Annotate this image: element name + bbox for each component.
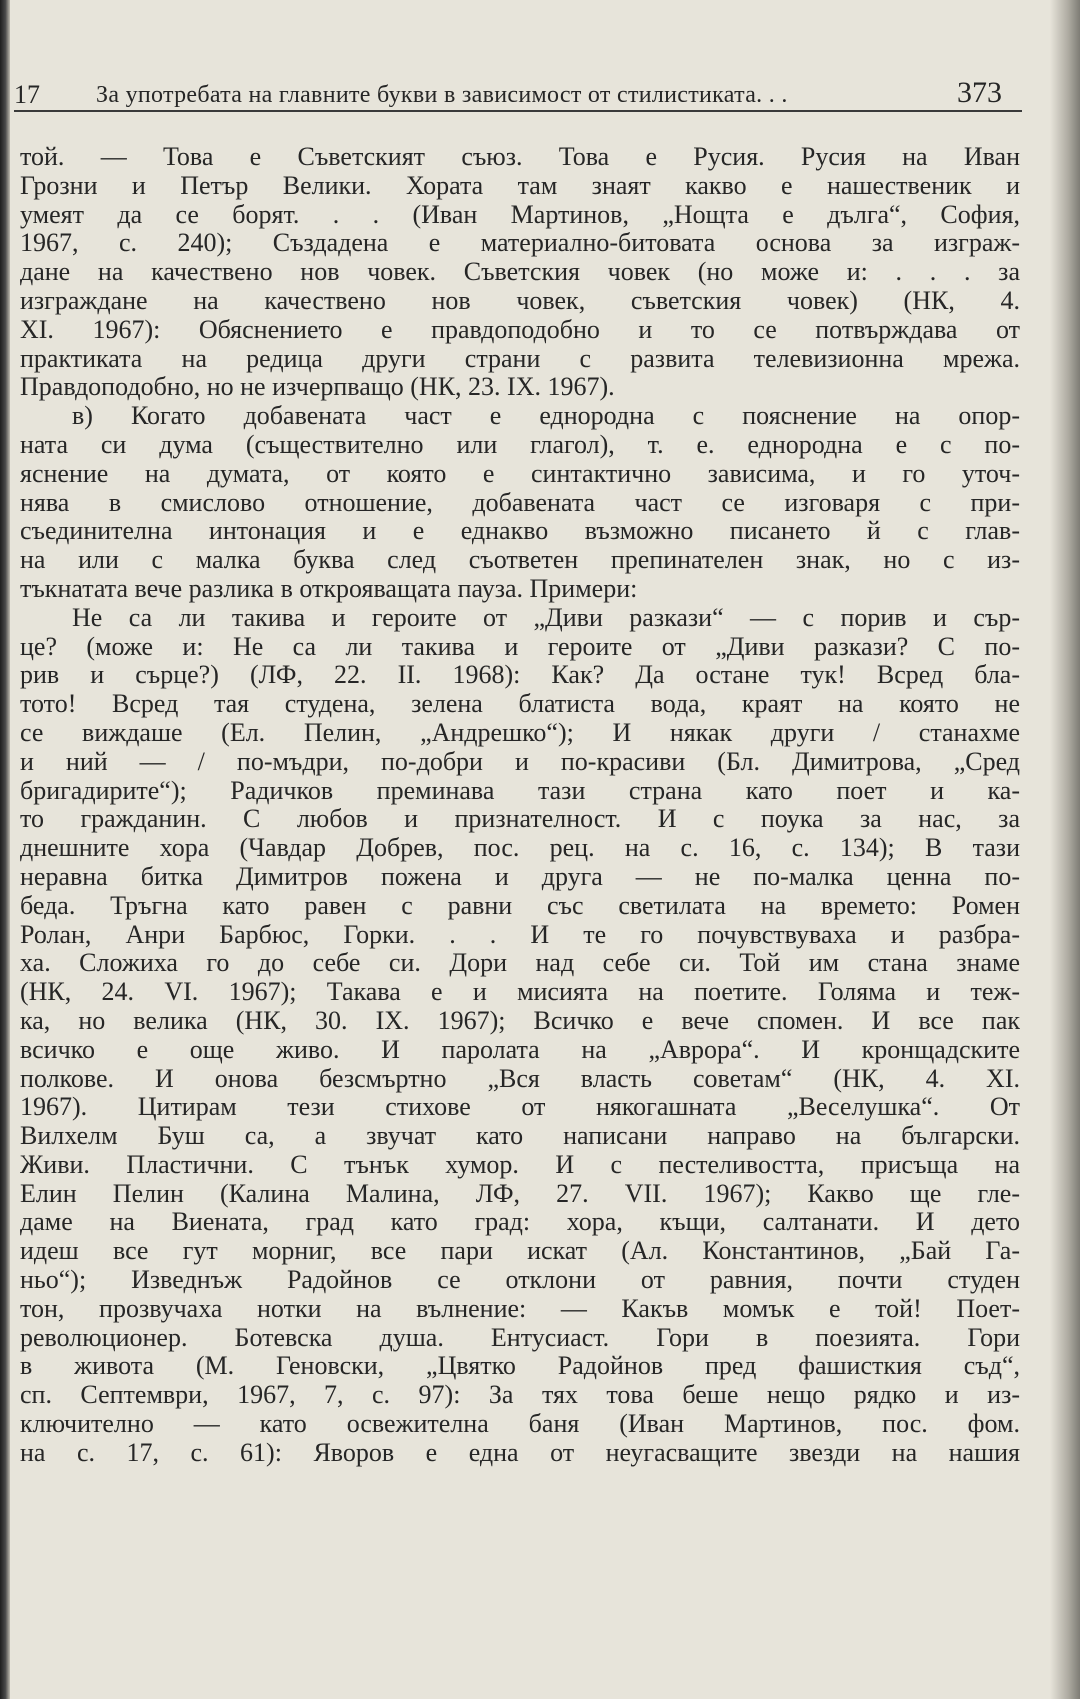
text-line: Правдоподобно, но не изчерпващо (НК, 23. IX. 1967). <box>20 373 615 402</box>
text-line: то гражданин. С любов и признателност. И с поука за нас, за <box>20 805 1020 834</box>
header-page-ref: 17 <box>14 80 40 109</box>
text-line: 1967). Цитирам тези стихове от някогашната „Веселушка“. От <box>20 1093 1020 1122</box>
text-line: даме на Виената, град като град: хора, къщи, салтанати. И дето <box>20 1208 1020 1237</box>
text-line: ньо“); Изведнъж Радойнов се отклони от равния, почти студен <box>20 1266 1020 1295</box>
text-line: рив и сърце?) (ЛФ, 22. II. 1968): Как? Да остане тук! Всред бла- <box>20 661 1020 690</box>
text-line: сп. Септември, 1967, 7, с. 97): За тях това беше нещо рядко и из- <box>20 1381 1020 1410</box>
text-line: Живи. Пластични. С тънък хумор. И с пестеливостта, присъща на <box>20 1150 1020 1179</box>
text-line: яснение на думата, от която е синтактично зависима, и го уточ- <box>20 459 1020 488</box>
text-line: идеш все гут морниг, все пари искат (Ал. Константинов, „Бай Га- <box>20 1237 1020 1266</box>
text-line: тъкнатата вече разлика в открояващата пауза. Примери: <box>20 574 638 603</box>
text-line: в живота (М. Геновски, „Цвятко Радойнов пред фашисткия съд“, <box>20 1352 1020 1381</box>
running-title: За употребата на главните букви в зависимост от стилистиката. . . <box>96 82 788 108</box>
text-line: и ний — / по-мъдри, по-добри и по-красиви (Бл. Димитрова, „Сред <box>20 747 1020 776</box>
text-line: 1967, с. 240); Създадена е материално-битовата основа за изграж- <box>20 229 1020 258</box>
text-line: неравна битка Димитров пожена и друга — не по-малка ценна по- <box>20 862 1020 891</box>
page-number: 373 <box>957 76 1002 109</box>
text-line: се виждаше (Ел. Пелин, „Андрешко“); И някак други / станахме <box>20 718 1020 747</box>
text-line: на или с малка буква след съответен препинателен знак, но с из- <box>20 546 1020 575</box>
header-rule <box>14 110 1022 112</box>
body-text <box>20 143 1020 1468</box>
text-line: Ролан, Анри Барбюс, Горки. . . И те го почувствуваха и разбра- <box>20 920 1020 949</box>
text-line: ка, но велика (НК, 30. IX. 1967); Всичко е вече спомен. И все пак <box>20 1006 1020 1035</box>
text-line: полкове. И онова безсмъртно „Вся власть советам“ (НК, 4. XI. <box>20 1064 1020 1093</box>
text-line: на с. 17, с. 61): Яворов е една от неугасващите звезди на нашия <box>20 1438 1020 1467</box>
text-line: ха. Сложиха го до себе си. Дори над себе си. Той им стана знаме <box>20 949 1020 978</box>
text-line: изграждане на качествено нов човек, съветския човек) (НК, 4. <box>20 286 1020 315</box>
text-line: в) Когато добавената част е еднородна с пояснение на опор- <box>72 402 1020 431</box>
text-line: днешните хора (Чавдар Добрев, пос. рец. на с. 16, с. 134); В тази <box>20 834 1020 863</box>
text-line: той. — Това е Съветският съюз. Това е Русия. Русия на Иван <box>20 143 1020 171</box>
text-line: (НК, 24. VI. 1967); Такава е и мисията на поетите. Голяма и теж- <box>20 978 1020 1007</box>
text-line: ната си дума (съществително или глагол), т. е. еднородна е с по- <box>20 430 1020 459</box>
text-line: це? (може и: Не са ли такива и героите от „Диви разкази? С по- <box>20 632 1020 661</box>
text-line: дане на качествено нов човек. Съветския човек (но може и: . . . за <box>20 258 1020 287</box>
text-line: революционер. Ботевска душа. Ентусиаст. Гори в поезията. Гори <box>20 1323 1020 1352</box>
text-line: XI. 1967): Обяснението е правдоподобно и то се потвърждава от <box>20 315 1020 344</box>
text-line: бригадирите“); Радичков преминава тази страна като поет и ка- <box>20 776 1020 805</box>
running-header <box>0 62 1030 108</box>
text-line: всичко е още живо. И паролата на „Аврора“. И кронщадските <box>20 1035 1020 1064</box>
text-line: Не са ли такива и героите от „Диви разкази“ — с порив и сър- <box>72 603 1020 632</box>
text-line: практиката на редица други страни с развита телевизионна мрежа. <box>20 344 1020 373</box>
text-line: Грозни и Петър Велики. Хората там знаят какво е нашественик и <box>20 171 1020 200</box>
text-line: тото! Всред тая студена, зелена блатиста вода, краят на която не <box>20 690 1020 719</box>
text-line: Вилхелм Буш са, а звучат като написани направо на български. <box>20 1122 1020 1151</box>
text-line: тон, прозвучаха нотки на вълнение: — Какъв момък е той! Поет- <box>20 1294 1020 1323</box>
text-line: нява в смислово отношение, добавената част се изговаря с при- <box>20 488 1020 517</box>
page-binding-edge <box>0 0 10 1699</box>
text-line: умеят да се борят. . . (Иван Мартинов, „Нощта е дълга“, София, <box>20 200 1020 229</box>
text-line: Елин Пелин (Калина Малина, ЛФ, 27. VII. 1967); Какво ще гле- <box>20 1179 1020 1208</box>
text-line: ключително — като освежителна баня (Иван Мартинов, пос. фом. <box>20 1410 1020 1439</box>
text-line: беда. Тръгна като равен с равни със светилата на времето: Ромен <box>20 891 1020 920</box>
text-line: съединителна интонация и е еднакво възможно писането й с глав- <box>20 517 1020 546</box>
page-fold-shadow <box>1050 0 1080 1699</box>
